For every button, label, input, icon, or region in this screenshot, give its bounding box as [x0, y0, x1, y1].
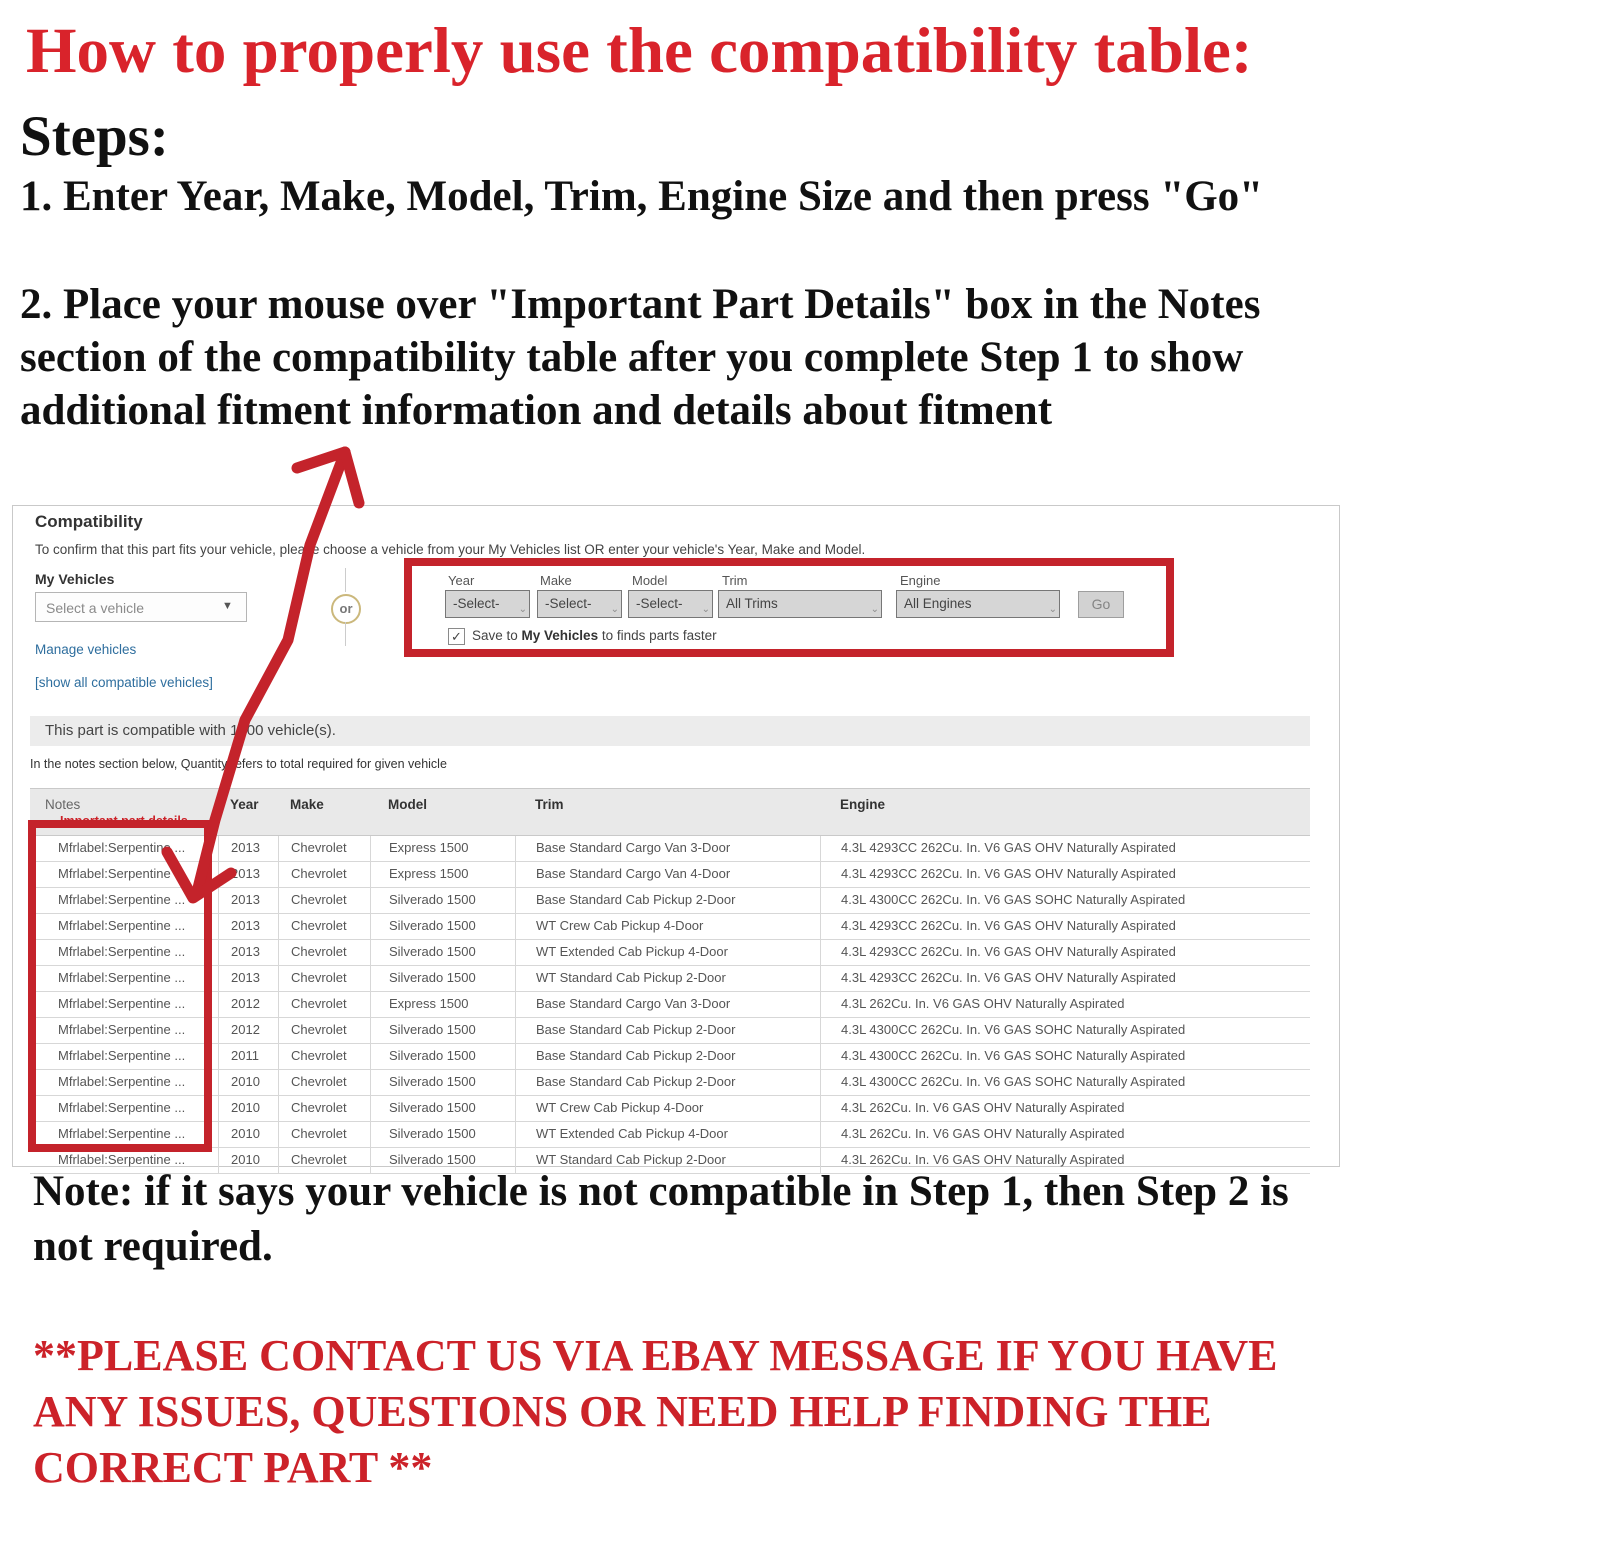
- notes-cell[interactable]: Mfrlabel:Serpentine ...: [58, 840, 186, 855]
- trim-label: Trim: [722, 573, 748, 588]
- trim-cell: WT Standard Cab Pickup 2-Door: [515, 1148, 820, 1173]
- notes-hint: In the notes section below, Quantity refers to total required for given vehicle: [30, 757, 447, 771]
- notes-cell[interactable]: Mfrlabel:Serpentine ...: [58, 918, 186, 933]
- note-text: [33, 1164, 1289, 1274]
- make-cell: Chevrolet: [278, 992, 370, 1017]
- year-label: Year: [448, 573, 475, 588]
- engine-cell: 4.3L 4293CC 262Cu. In. V6 GAS OHV Naturally Aspirated: [820, 940, 1310, 965]
- notes-cell[interactable]: Mfrlabel:Serpentine ...: [58, 1022, 186, 1037]
- year-select-value: -Select-: [453, 596, 500, 611]
- manage-vehicles-link[interactable]: Manage vehicles: [35, 642, 137, 657]
- engine-cell: 4.3L 262Cu. In. V6 GAS OHV Naturally Aspirated: [820, 1148, 1310, 1173]
- vehicle-select[interactable]: Select a vehicle: [35, 592, 247, 622]
- year-cell: 2010: [218, 1070, 278, 1095]
- steps-heading: Steps:: [20, 105, 169, 168]
- table-row: [30, 1096, 1310, 1122]
- engine-cell: 4.3L 4300CC 262Cu. In. V6 GAS SOHC Naturally Aspirated: [820, 1018, 1310, 1043]
- footer-line: **PLEASE CONTACT US VIA EBAY MESSAGE IF YOU HAVE: [33, 1331, 1278, 1380]
- compatibility-title: Compatibility: [35, 512, 143, 531]
- go-button[interactable]: Go: [1078, 591, 1124, 618]
- step-1-text: 1. Enter Year, Make, Model, Trim, Engine Size and then press "Go": [20, 173, 1264, 220]
- engine-select[interactable]: [896, 590, 1060, 618]
- table-row: [30, 1044, 1310, 1070]
- important-part-details-label[interactable]: Important part details: [60, 814, 188, 828]
- dropdown-arrow-icon[interactable]: ▼: [222, 600, 233, 612]
- make-cell: Chevrolet: [278, 1148, 370, 1173]
- or-badge: or: [331, 594, 361, 624]
- model-cell: Silverado 1500: [370, 1122, 515, 1147]
- notes-cell[interactable]: Mfrlabel:Serpentine ...: [58, 1152, 186, 1167]
- model-cell: Silverado 1500: [370, 966, 515, 991]
- engine-cell: 4.3L 4293CC 262Cu. In. V6 GAS OHV Naturally Aspirated: [820, 914, 1310, 939]
- table-header-row: [30, 788, 1310, 836]
- compatibility-table: [30, 788, 1310, 1174]
- make-cell: Chevrolet: [278, 888, 370, 913]
- model-cell: Silverado 1500: [370, 1096, 515, 1121]
- model-cell: Express 1500: [370, 836, 515, 861]
- note-line: Note: if it says your vehicle is not compatible in Step 1, then Step 2 is: [33, 1168, 1289, 1215]
- compatibility-subtitle: To confirm that this part fits your vehicle, please choose a vehicle from your My Vehicles list OR enter your vehicle's Year, Make and Model.: [35, 542, 866, 557]
- notes-cell[interactable]: Mfrlabel:Serpentine ...: [58, 970, 186, 985]
- year-cell: 2013: [218, 888, 278, 913]
- trim-cell: WT Extended Cab Pickup 4-Door: [515, 940, 820, 965]
- engine-cell: 4.3L 4293CC 262Cu. In. V6 GAS OHV Naturally Aspirated: [820, 966, 1310, 991]
- make-cell: Chevrolet: [278, 1044, 370, 1069]
- trim-cell: Base Standard Cab Pickup 2-Door: [515, 1070, 820, 1095]
- engine-cell: 4.3L 4293CC 262Cu. In. V6 GAS OHV Naturally Aspirated: [820, 836, 1310, 861]
- save-checkbox-label: Save to My Vehicles to finds parts faster: [472, 628, 717, 643]
- table-row: [30, 888, 1310, 914]
- table-row: [30, 1070, 1310, 1096]
- year-cell: 2010: [218, 1096, 278, 1121]
- notes-cell[interactable]: Mfrlabel:Serpentine ...: [58, 866, 186, 881]
- make-select[interactable]: [537, 590, 622, 618]
- model-cell: Express 1500: [370, 992, 515, 1017]
- trim-cell: WT Crew Cab Pickup 4-Door: [515, 1096, 820, 1121]
- model-label: Model: [632, 573, 668, 588]
- chevron-down-icon: ⌄: [1048, 604, 1057, 615]
- engine-cell: 4.3L 262Cu. In. V6 GAS OHV Naturally Aspirated: [820, 1096, 1310, 1121]
- trim-cell: Base Standard Cargo Van 3-Door: [515, 836, 820, 861]
- year-select[interactable]: [445, 590, 530, 618]
- year-cell: 2012: [218, 992, 278, 1017]
- footer-line: CORRECT PART **: [33, 1443, 433, 1492]
- column-header-make: Make: [290, 797, 324, 812]
- trim-cell: WT Extended Cab Pickup 4-Door: [515, 1122, 820, 1147]
- model-cell: Silverado 1500: [370, 940, 515, 965]
- engine-cell: 4.3L 4300CC 262Cu. In. V6 GAS SOHC Naturally Aspirated: [820, 1044, 1310, 1069]
- year-cell: 2012: [218, 1018, 278, 1043]
- year-cell: 2010: [218, 1122, 278, 1147]
- make-cell: Chevrolet: [278, 836, 370, 861]
- trim-select[interactable]: [718, 590, 882, 618]
- make-cell: Chevrolet: [278, 914, 370, 939]
- model-cell: Silverado 1500: [370, 1148, 515, 1173]
- or-divider-line: [345, 568, 346, 592]
- model-cell: Express 1500: [370, 862, 515, 887]
- engine-cell: 4.3L 262Cu. In. V6 GAS OHV Naturally Aspirated: [820, 992, 1310, 1017]
- notes-cell[interactable]: Mfrlabel:Serpentine ...: [58, 1126, 186, 1141]
- notes-cell[interactable]: Mfrlabel:Serpentine ...: [58, 892, 186, 907]
- column-header-engine: Engine: [840, 797, 886, 812]
- trim-cell: Base Standard Cab Pickup 2-Door: [515, 888, 820, 913]
- chevron-down-icon: ⌄: [610, 604, 619, 615]
- make-label: Make: [540, 573, 572, 588]
- model-cell: Silverado 1500: [370, 1018, 515, 1043]
- step-2-text: [20, 278, 1260, 437]
- trim-cell: Base Standard Cargo Van 3-Door: [515, 992, 820, 1017]
- trim-cell: WT Crew Cab Pickup 4-Door: [515, 914, 820, 939]
- engine-cell: 4.3L 4300CC 262Cu. In. V6 GAS SOHC Naturally Aspirated: [820, 888, 1310, 913]
- table-row: [30, 836, 1310, 862]
- year-cell: 2013: [218, 836, 278, 861]
- engine-select-value: All Engines: [904, 596, 972, 611]
- year-cell: 2013: [218, 940, 278, 965]
- step-2-line: 2. Place your mouse over "Important Part Details" box in the Notes: [20, 281, 1261, 328]
- make-cell: Chevrolet: [278, 1122, 370, 1147]
- year-cell: 2011: [218, 1044, 278, 1069]
- engine-cell: 4.3L 4300CC 262Cu. In. V6 GAS SOHC Naturally Aspirated: [820, 1070, 1310, 1095]
- notes-cell[interactable]: Mfrlabel:Serpentine ...: [58, 944, 186, 959]
- table-row: [30, 1018, 1310, 1044]
- my-vehicles-label: My Vehicles: [35, 571, 115, 587]
- trim-cell: Base Standard Cab Pickup 2-Door: [515, 1018, 820, 1043]
- chevron-down-icon: ⌄: [518, 604, 527, 615]
- trim-cell: WT Standard Cab Pickup 2-Door: [515, 966, 820, 991]
- column-header-notes: Notes Important part details: [30, 789, 218, 835]
- engine-cell: 4.3L 262Cu. In. V6 GAS OHV Naturally Aspirated: [820, 1122, 1310, 1147]
- trim-cell: Base Standard Cab Pickup 2-Door: [515, 1044, 820, 1069]
- engine-cell: 4.3L 4293CC 262Cu. In. V6 GAS OHV Naturally Aspirated: [820, 862, 1310, 887]
- checkbox-check-icon: ✓: [451, 629, 462, 644]
- save-checkbox[interactable]: [448, 628, 465, 645]
- model-cell: Silverado 1500: [370, 914, 515, 939]
- model-cell: Silverado 1500: [370, 1044, 515, 1069]
- notes-cell[interactable]: Mfrlabel:Serpentine ...: [58, 996, 186, 1011]
- chevron-down-icon: ⌄: [701, 604, 710, 615]
- model-cell: Silverado 1500: [370, 1070, 515, 1095]
- table-body: [30, 836, 1310, 1174]
- column-header-year: Year: [230, 797, 259, 812]
- year-cell: 2013: [218, 966, 278, 991]
- footer-contact-text: [33, 1328, 1278, 1496]
- notes-cell[interactable]: Mfrlabel:Serpentine ...: [58, 1100, 186, 1115]
- table-row: [30, 914, 1310, 940]
- model-cell: Silverado 1500: [370, 888, 515, 913]
- note-line: not required.: [33, 1223, 273, 1270]
- make-cell: Chevrolet: [278, 862, 370, 887]
- notes-cell[interactable]: Mfrlabel:Serpentine ...: [58, 1074, 186, 1089]
- make-cell: Chevrolet: [278, 1096, 370, 1121]
- engine-label: Engine: [900, 573, 941, 588]
- table-row: [30, 862, 1310, 888]
- footer-line: ANY ISSUES, QUESTIONS OR NEED HELP FINDING THE: [33, 1387, 1212, 1436]
- model-select[interactable]: [628, 590, 713, 618]
- column-header-model: Model: [388, 797, 427, 812]
- show-all-compatible-link[interactable]: [show all compatible vehicles]: [35, 675, 213, 690]
- year-cell: 2013: [218, 862, 278, 887]
- table-row: [30, 940, 1310, 966]
- table-row: [30, 966, 1310, 992]
- year-cell: 2013: [218, 914, 278, 939]
- compatible-count-banner: This part is compatible with 1000 vehicle(s).: [30, 716, 1310, 746]
- chevron-down-icon: ⌄: [870, 604, 879, 615]
- make-cell: Chevrolet: [278, 1018, 370, 1043]
- trim-select-value: All Trims: [726, 596, 778, 611]
- table-row: [30, 1122, 1310, 1148]
- step-2-line: section of the compatibility table after you complete Step 1 to show: [20, 334, 1244, 381]
- model-select-value: -Select-: [636, 596, 683, 611]
- or-divider-line: [345, 622, 346, 646]
- column-header-trim: Trim: [535, 797, 564, 812]
- make-cell: Chevrolet: [278, 940, 370, 965]
- make-cell: Chevrolet: [278, 966, 370, 991]
- table-row: [30, 992, 1310, 1018]
- step-2-line: additional fitment information and details about fitment: [20, 387, 1053, 434]
- make-select-value: -Select-: [545, 596, 592, 611]
- page-title: How to properly use the compatibility table:: [26, 15, 1253, 87]
- make-cell: Chevrolet: [278, 1070, 370, 1095]
- notes-cell[interactable]: Mfrlabel:Serpentine ...: [58, 1048, 186, 1063]
- trim-cell: Base Standard Cargo Van 4-Door: [515, 862, 820, 887]
- year-cell: 2010: [218, 1148, 278, 1173]
